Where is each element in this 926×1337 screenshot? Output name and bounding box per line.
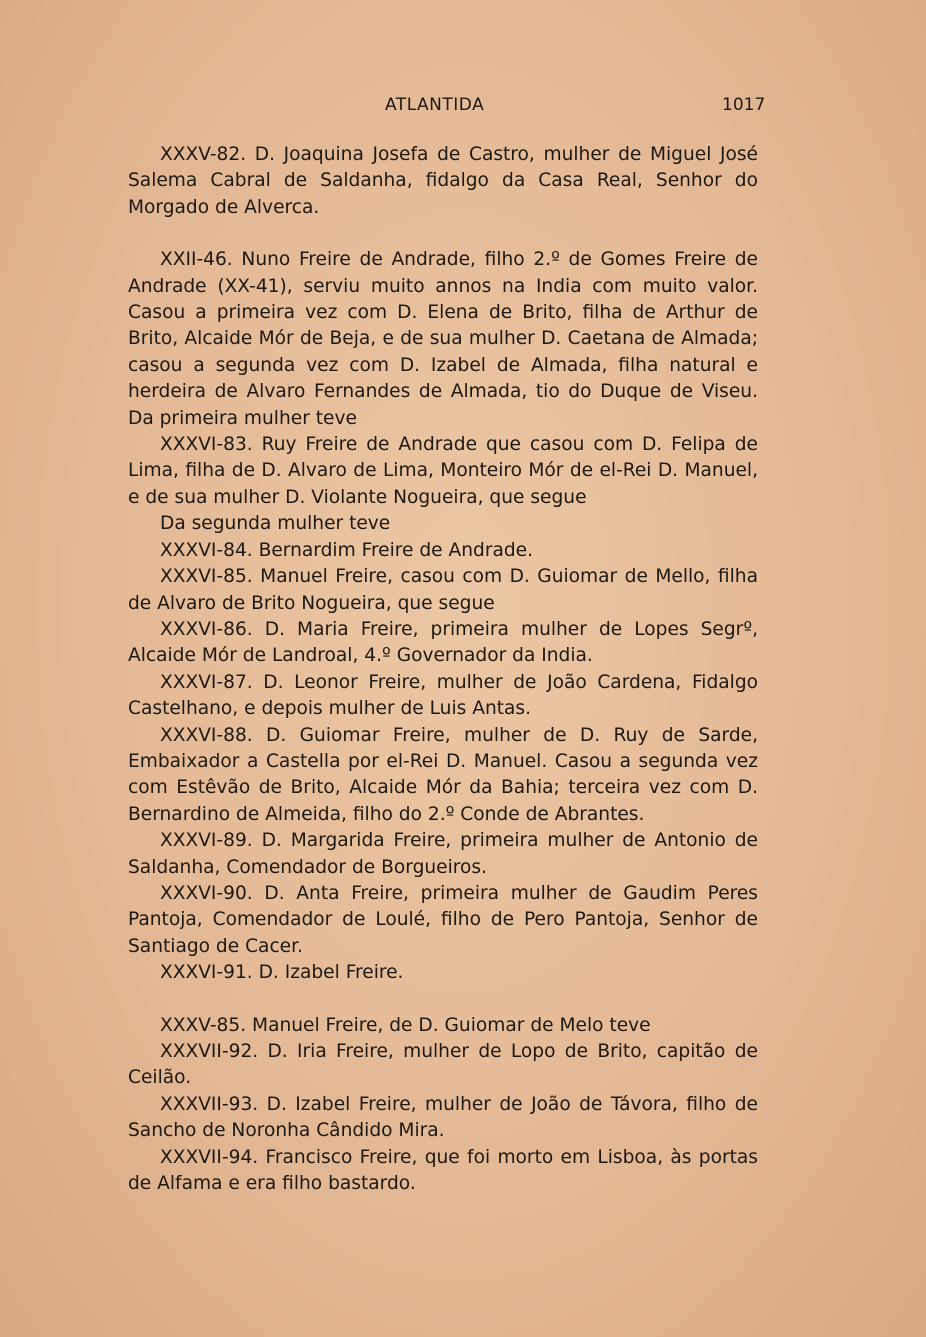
paragraph: XXII-46. Nuno Freire de Andrade, filho 2.º de Gomes Freire de Andrade (XX-41), serviu muito annos na India com muito valor. Casou a primeira vez com D. Elena de Brito, filha de Arthur de Brito, Alcaide Mór de Beja, e de sua mulher D. Caetana de Almada; casou a segunda vez com D. Izabel de Almada, filha natural e herdeira de Alvaro Fernandes de Almada, tio do Duque de Viseu. Da primeira mulher teve (128, 249, 758, 429)
paragraph: Da segunda mulher teve (160, 513, 391, 535)
paragraph: XXXVI-88. D. Guiomar Freire, mulher de D. Ruy de Sarde, Embaixador a Castella por el-Rei D. Manuel. Casou a segunda vez com Estêvão de Brito, Alcaide Mór da Bahia; terceira vez com D. Bernardino de Almeida, filho do 2.º Conde de Abrantes. (128, 724, 758, 825)
paragraph: XXXVII-93. D. Izabel Freire, mulher de João de Távora, filho de Sancho de Noronha Cândido Mira. (128, 1093, 758, 1142)
paragraph: XXXVI-87. D. Leonor Freire, mulher de João Cardena, Fidalgo Castelhano, e depois mulher de Luis Antas. (128, 671, 758, 720)
paragraph: XXXVII-94. Francisco Freire, que foi morto em Lisboa, às portas de Alfama e era filho bastardo. (128, 1146, 758, 1195)
paragraph: XXXVI-91. D. Izabel Freire. (160, 962, 404, 984)
paragraph: XXXVI-84. Bernardim Freire de Andrade. (160, 539, 534, 561)
paragraph: XXXVI-85. Manuel Freire, casou com D. Guiomar de Mello, filha de Alvaro de Brito Nogueira, que segue (128, 566, 758, 614)
running-title: ATLANTIDA (385, 95, 485, 115)
page-number: 1017 (722, 95, 766, 115)
paragraph: XXXVI-89. D. Margarida Freire, primeira mulher de Antonio de Saldanha, Comendador de Borgueiros. (128, 830, 758, 878)
body-text (128, 142, 758, 1197)
page-header (0, 95, 926, 125)
paragraph: XXXV-82. D. Joaquina Josefa de Castro, mulher de Miguel José Salema Cabral de Saldanha, fidalgo da Casa Real, Senhor do Morgado de Alverca. (128, 144, 758, 218)
paragraph: XXXVI-90. D. Anta Freire, primeira mulher de Gaudim Peres Pantoja, Comendador de Loulé, filho de Pero Pantoja, Senhor de Santiago de Cacer. (128, 882, 758, 957)
paragraph: XXXVI-86. D. Maria Freire, primeira mulher de Lopes Segrº, Alcaide Mór de Landroal, 4.º Governador da India. (128, 618, 758, 667)
paragraph: XXXV-85. Manuel Freire, de D. Guiomar de Melo teve (160, 1014, 651, 1036)
paragraph: XXXVI-83. Ruy Freire de Andrade que casou com D. Felipa de Lima, filha de D. Alvaro de Lima, Monteiro Mór de el-Rei D. Manuel, e de sua mulher D. Violante Nogueira, que segue (128, 434, 758, 508)
paragraph: XXXVII-92. D. Iria Freire, mulher de Lopo de Brito, capitão de Ceilão. (128, 1041, 758, 1089)
